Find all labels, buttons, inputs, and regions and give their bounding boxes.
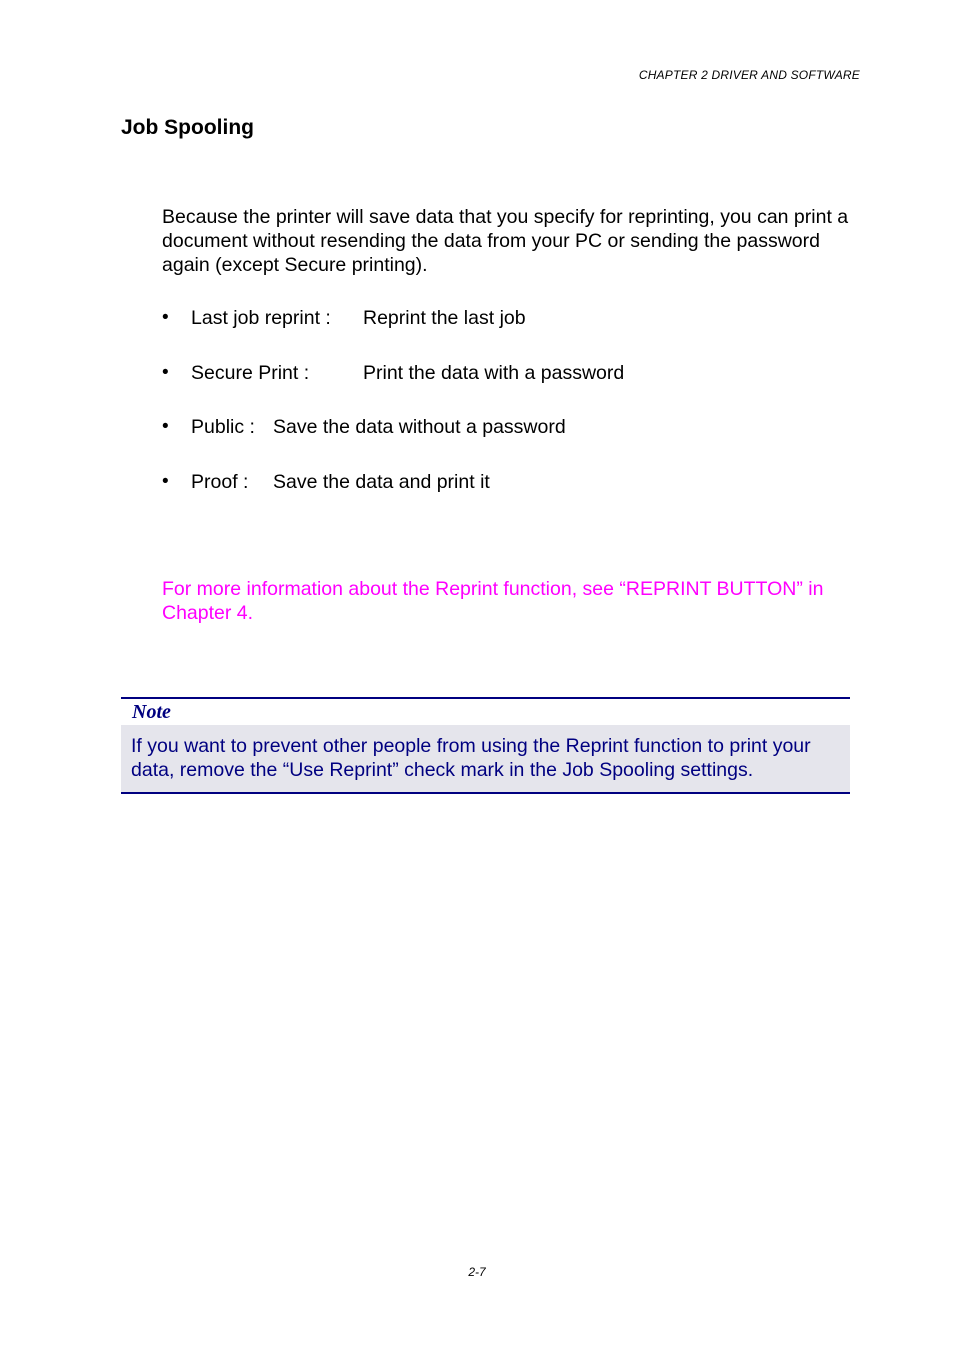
note-text: If you want to prevent other people from using the Reprint function to print your data, remove the “Use Reprint” check mark in the Job Spooling settings. [121,725,850,792]
bullet-icon: • [162,470,169,492]
list-item-description: Save the data and print it [273,470,490,493]
list-item-description: Reprint the last job [363,307,526,329]
list-item-term: Proof : [191,470,249,493]
bullet-icon: • [162,361,169,383]
note-box [121,697,850,794]
list-item-term: Secure Print : [191,361,310,384]
page-number: 2-7 [468,1265,486,1279]
note-label: Note [121,699,850,725]
list-item-description: Save the data without a password [273,416,566,438]
list-item-term: Public : [191,416,255,438]
intro-paragraph: Because the printer will save data that you specify for reprinting, you can print a document without resending the data from your PC or sending the password again (except Secure printing). [162,206,849,276]
list-item-description: Print the data with a password [363,361,625,384]
section-title: Job Spooling [121,116,254,139]
list-item-term: Last job reprint : [191,307,331,329]
bullet-icon: • [162,307,169,328]
reprint-reference-text: For more information about the Reprint function, see “REPRINT BUTTON” in Chapter 4. [162,578,824,624]
chapter-header: CHAPTER 2 DRIVER AND SOFTWARE [638,68,860,82]
bullet-icon: • [162,416,169,437]
